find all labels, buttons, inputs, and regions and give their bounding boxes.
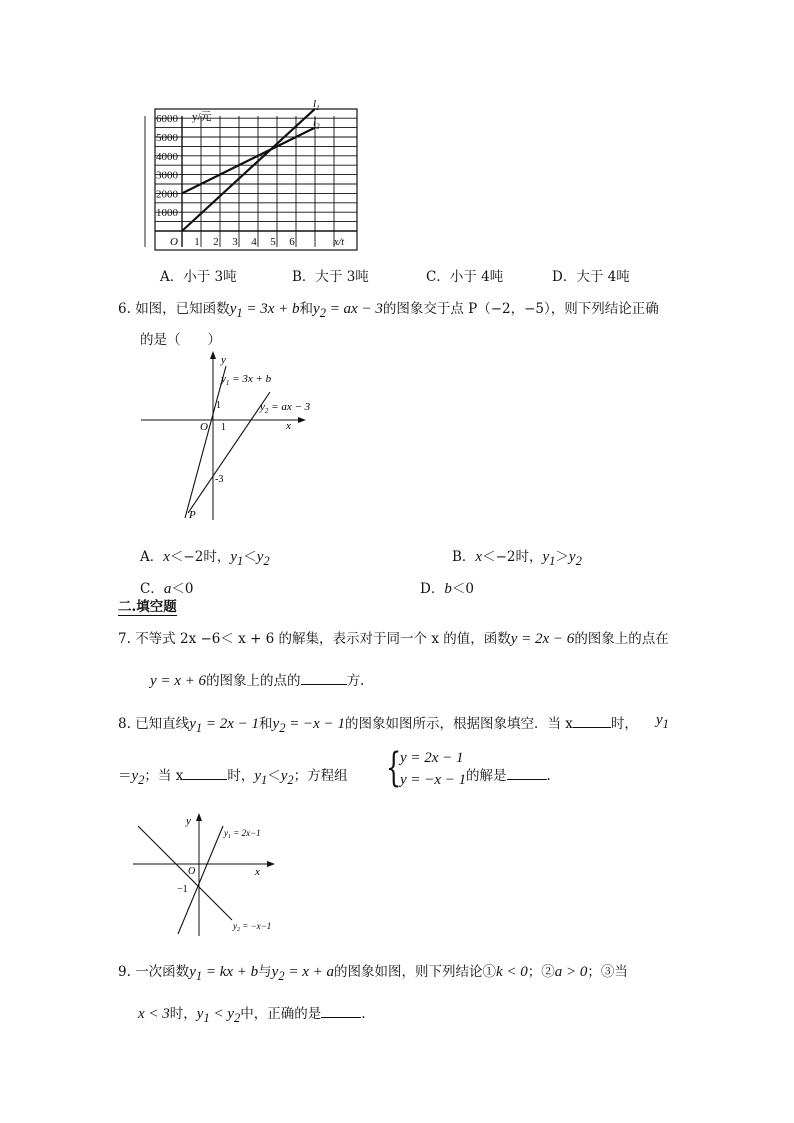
label-y1: $y_1 = 3x + b$ xyxy=(221,373,272,387)
series-line-l2 xyxy=(182,128,315,194)
q8-blank-2[interactable] xyxy=(183,765,227,780)
q5-option-a: A．小于 3吨 xyxy=(160,269,237,285)
q7-question: 7. 不等式 2x −6＜ x + 6 的解集，表示对于同一个 x 的值，函数y = 2x − 6的图象上的点在 xyxy=(118,631,669,647)
label-y1: $y_1 = 2x-1$ xyxy=(224,828,261,840)
q6-option-a: A．x＜−2时，$y_1<y_2$ xyxy=(140,549,270,568)
x-tick-label: 5 xyxy=(270,236,276,248)
tick-m1: −1 xyxy=(177,884,188,895)
point-p-label: P xyxy=(189,509,196,521)
tick-y-1: 1 xyxy=(216,400,221,411)
line-y1 xyxy=(185,366,226,518)
tick-y-m3: -3 xyxy=(215,474,224,485)
y-tick-label: 4000 xyxy=(156,150,178,163)
y-tick-label: 5000 xyxy=(156,132,178,144)
q6-question xyxy=(118,297,659,321)
q8-question: 8. 已知直线$y_1 = 2x - 1$和$y_2 = -x - 1$的图象如图所示，根据图象填空．当 x 时， xyxy=(118,712,638,736)
q6-y2: $y_2$ = ax − 3 xyxy=(313,301,383,320)
q6-text1: 如图，已知函数 xyxy=(135,301,230,317)
line-y1 xyxy=(178,826,223,934)
q8-figure xyxy=(130,812,290,940)
x-tick-label: 4 xyxy=(251,236,257,248)
series-line-l1 xyxy=(182,109,315,231)
q9-question: 9. 一次函数$y_1$ = kx + b与$y_2 = x + a$的图象如图，则下列结论①k < 0；②a > 0；③当 xyxy=(118,964,628,983)
x-tick-label: 2 xyxy=(213,236,219,248)
origin-label: O xyxy=(170,236,178,248)
y-axis-label: y/元 xyxy=(192,111,212,123)
origin-label: O xyxy=(188,866,196,877)
y-tick-label: 1000 xyxy=(156,207,178,220)
q8-line2-tail: 的解是 . xyxy=(466,764,551,784)
q8-line2: $=y_2$；当 x 时，$y_1<y_2$；方程组 xyxy=(118,764,348,788)
q6-y1: $y_1 = 3x + b$ xyxy=(229,301,300,320)
section-title: 二.填空题 xyxy=(118,599,177,615)
q5-option-c: C．小于 4吨 xyxy=(426,269,504,285)
q5-option-b: B．大于 3吨 xyxy=(292,269,369,285)
label-y2: $y_2 = -x-1$ xyxy=(233,921,272,933)
y-axis-arrow xyxy=(210,351,216,359)
y-tick-label: 3000 xyxy=(156,169,178,182)
q7-line2: y = x + 6的图象上的点的 方. xyxy=(150,669,364,690)
x-tick-label: 6 xyxy=(289,236,295,248)
q6-text2: 的图象交于点 P（−2，−5），则下列结论正确 xyxy=(382,301,659,317)
q6-and: 和 xyxy=(299,301,314,317)
series-label-l2: $l_2$ xyxy=(313,116,320,131)
y-axis-label: y xyxy=(186,815,191,827)
q5-option-d: D．大于 4吨 xyxy=(552,269,630,285)
origin-label: O xyxy=(200,421,208,433)
x-axis-arrow xyxy=(298,417,306,423)
x-axis-arrow xyxy=(267,861,275,867)
y-axis-label: y xyxy=(221,354,226,366)
brace-icon: { xyxy=(386,745,402,791)
tick-x-1: 1 xyxy=(221,422,226,433)
q8-blank-3[interactable] xyxy=(507,765,547,780)
line-y2 xyxy=(138,826,232,920)
q6-line2: 的是（ ） xyxy=(140,332,221,348)
y-tick-label: 6000 xyxy=(156,113,178,126)
q6-option-b: B．x＜−2时，$y_1>y_2$ xyxy=(452,549,582,568)
series-label-l1: $l_1$ xyxy=(313,97,320,112)
q8-blank-1[interactable] xyxy=(573,713,611,728)
chart-labels xyxy=(156,110,344,248)
q6-figure xyxy=(138,350,338,530)
q6-option-c: C．a＜0 xyxy=(140,581,194,597)
q9-line2: x < 3时，$y_1 < y_2$中，正确的是 . xyxy=(138,1002,366,1026)
y-tick-label: 2000 xyxy=(156,188,178,201)
q8-y1-end: $y_1$ xyxy=(656,712,669,731)
q5-chart xyxy=(150,97,362,254)
line-y2 xyxy=(188,392,270,513)
q6-number: 6. xyxy=(118,301,131,317)
x-axis-label: x xyxy=(255,866,260,878)
q6-option-d: D．b＜0 xyxy=(420,581,474,597)
x-tick-label: 1 xyxy=(194,236,200,248)
label-y2: $y_2$ = ax − 3 xyxy=(260,401,311,415)
q7-answer-blank[interactable] xyxy=(301,670,347,685)
x-tick-label: 3 xyxy=(232,236,238,248)
x-axis-label: x xyxy=(286,420,291,432)
x-axis-label: x/t xyxy=(334,237,344,248)
q9-answer-blank[interactable] xyxy=(321,1003,361,1018)
y-axis-arrow xyxy=(196,813,202,821)
